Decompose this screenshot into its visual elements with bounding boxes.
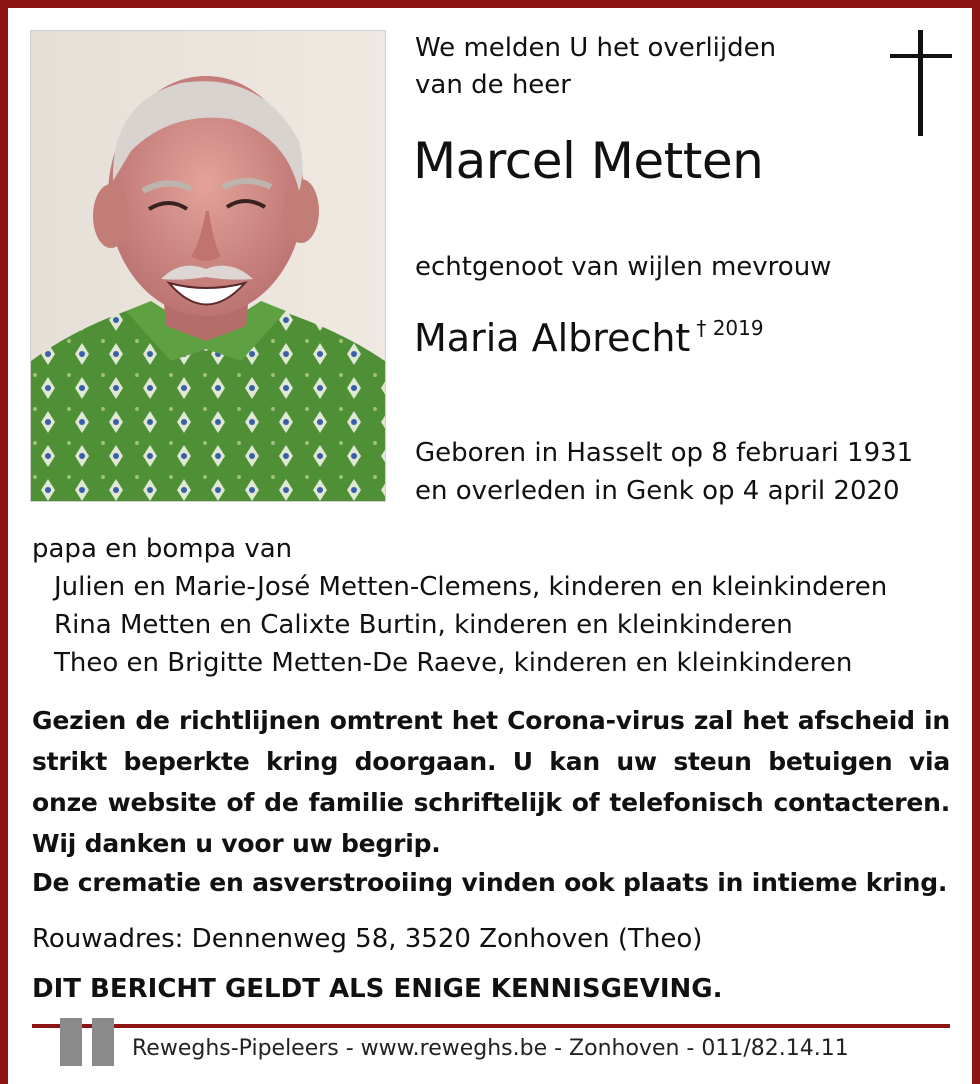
spouse-name-block bbox=[414, 316, 764, 360]
family-member: Rina Metten en Calixte Burtin, kinderen en kleinkinderen bbox=[54, 610, 793, 640]
top-border bbox=[0, 0, 980, 8]
family-intro: papa en bompa van bbox=[32, 534, 293, 564]
family-member: Theo en Brigitte Metten-De Raeve, kinderen en kleinkinderen bbox=[54, 648, 853, 678]
left-border bbox=[0, 0, 8, 1084]
footer-divider bbox=[32, 1024, 950, 1028]
family-member: Julien en Marie-José Metten-Clemens, kinderen en kleinkinderen bbox=[54, 572, 888, 602]
birth-line: Geboren in Hasselt op 8 februari 1931 bbox=[415, 438, 914, 468]
intro-line-2: van de heer bbox=[415, 70, 571, 100]
deceased-name: Marcel Metten bbox=[413, 132, 764, 190]
cremation-message: De crematie en asverstrooiing vinden ook plaats in intieme kring. bbox=[32, 868, 948, 897]
deceased-photo bbox=[30, 30, 386, 502]
birth-death-info bbox=[415, 434, 913, 510]
spouse-intro: echtgenoot van wijlen mevrouw bbox=[415, 252, 832, 282]
family-list bbox=[32, 530, 962, 682]
mourning-address: Rouwadres: Dennenweg 58, 3520 Zonhoven (Theo) bbox=[32, 924, 703, 954]
announcement-intro bbox=[415, 30, 776, 104]
funeral-home-contact: Reweghs-Pipeleers - www.reweghs.be - Zonhoven - 011/82.14.11 bbox=[132, 1036, 849, 1061]
corona-message: Gezien de richtlijnen omtrent het Corona-virus zal het afscheid in strikt beperkte kring doorgaan. U kan uw steun betuigen via onze website of de familie schriftelijk of telefonisch contacteren. Wij danken u voor uw begrip. bbox=[32, 706, 950, 858]
spouse-death-year: † 2019 bbox=[696, 316, 764, 340]
cross-icon bbox=[890, 30, 952, 136]
intro-line-1: We melden U het overlijden bbox=[415, 33, 777, 63]
spouse-name: Maria Albrecht bbox=[414, 316, 691, 360]
right-border bbox=[972, 0, 980, 1084]
final-notice: DIT BERICHT GELDT ALS ENIGE KENNISGEVING. bbox=[32, 974, 723, 1004]
funeral-home-logo-icon bbox=[60, 1018, 120, 1068]
death-line: en overleden in Genk op 4 april 2020 bbox=[415, 476, 900, 506]
